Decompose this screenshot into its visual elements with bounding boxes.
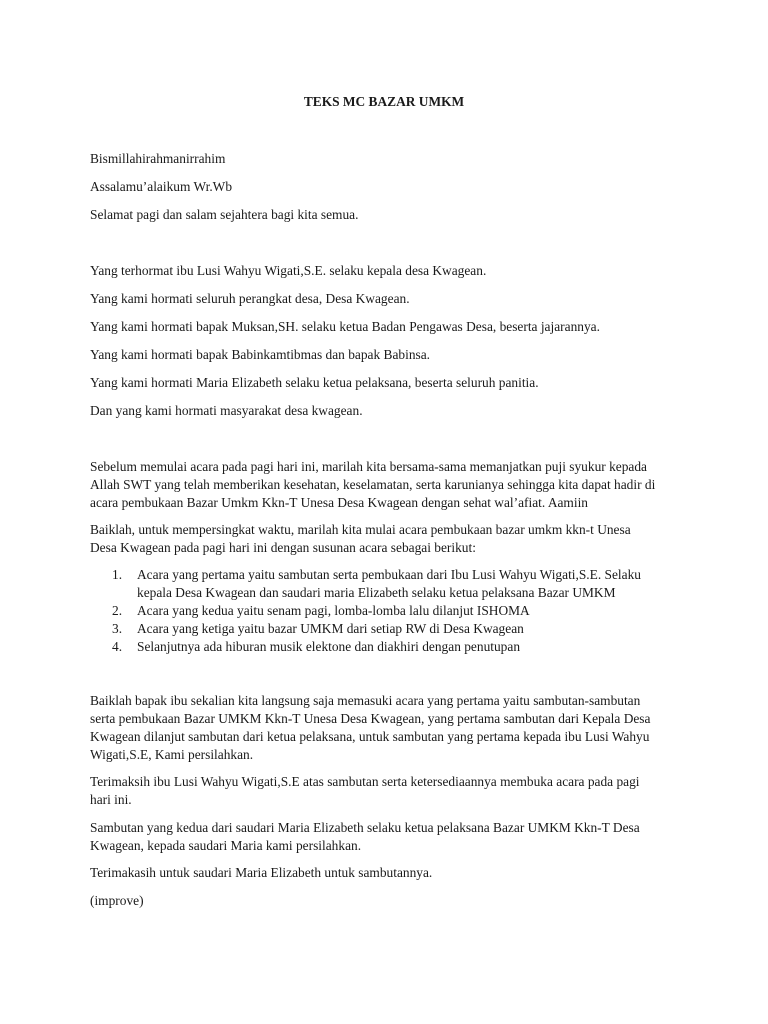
agenda-item-number: 2. — [112, 603, 123, 618]
paragraph-line: Terimaksih ibu Lusi Wahyu Wigati,S.E atas sambutan serta ketersediaannya membuka acara pada pagi — [90, 774, 640, 789]
document-title: TEKS MC BAZAR UMKM — [303, 94, 465, 109]
paragraph-line: hari ini. — [90, 792, 132, 807]
second-speech-paragraph — [90, 819, 690, 855]
agenda-intro-paragraph — [90, 521, 690, 557]
agenda-item-number: 4. — [112, 639, 123, 654]
paragraph-line: Kwagean, kepada saudari Maria kami persilahkan. — [90, 838, 362, 853]
agenda-item — [90, 602, 690, 620]
greeting-line: Dan yang kami hormati masyarakat desa kwagean. — [90, 403, 363, 418]
agenda-item-text: Acara yang pertama yaitu sambutan serta pembukaan dari Ibu Lusi Wahyu Wigati,S.E. Selaku — [137, 567, 641, 582]
agenda-item-text: Acara yang kedua yaitu senam pagi, lomba-lomba lalu dilanjut ISHOMA — [137, 603, 530, 618]
greeting-line: Yang terhormat ibu Lusi Wahyu Wigati,S.E. selaku kepala desa Kwagean. — [90, 263, 487, 278]
opening-line-salam: Assalamu’alaikum Wr.Wb — [90, 179, 233, 194]
paragraph-line: Wigati,S.E, Kami persilahkan. — [90, 747, 254, 762]
paragraph-line: acara pembukaan Bazar Umkm Kkn-T Unesa Desa Kwagean dengan sehat wal’afiat. Aamiin — [90, 495, 588, 510]
paragraph-line: Sebelum memulai acara pada pagi hari ini, marilah kita bersama-sama memanjatkan puji syukur kepada — [90, 459, 647, 474]
agenda-item-number: 1. — [112, 567, 123, 582]
paragraph-line: Baiklah, untuk mempersingkat waktu, marilah kita mulai acara pembukaan bazar umkm kkn-t Unesa — [90, 522, 631, 537]
opening-line-basmalah: Bismillahirahmanirrahim — [90, 151, 226, 166]
greeting-line: Yang kami hormati bapak Muksan,SH. selaku ketua Badan Pengawas Desa, beserta jajarannya. — [90, 319, 600, 334]
paragraph-line: Desa Kwagean pada pagi hari ini dengan susunan acara sebagai berikut: — [90, 540, 476, 555]
speech-intro-paragraph — [90, 692, 690, 764]
opening-line-greeting: Selamat pagi dan salam sejahtera bagi kita semua. — [90, 207, 359, 222]
greeting-line: Yang kami hormati seluruh perangkat desa, Desa Kwagean. — [90, 291, 410, 306]
paragraph-line: Baiklah bapak ibu sekalian kita langsung saja memasuki acara yang pertama yaitu sambutan-sambutan — [90, 693, 641, 708]
paragraph-line: Allah SWT yang telah memberikan kesehatan, keselamatan, serta karunianya sehingga kita dapat hadir di — [90, 477, 656, 492]
greeting-line: Yang kami hormati bapak Babinkamtibmas dan bapak Babinsa. — [90, 347, 431, 362]
paragraph-line: Sambutan yang kedua dari saudari Maria Elizabeth selaku ketua pelaksana Bazar UMKM Kkn-T Desa — [90, 820, 640, 835]
thanks-first-paragraph — [90, 773, 690, 809]
agenda-item-text: kepala Desa Kwagean dan saudari maria Elizabeth selaku ketua pelaksana Bazar UMKM — [137, 585, 616, 600]
agenda-item — [90, 566, 690, 602]
paragraph-line: Kwagean dilanjut sambutan dari ketua pelaksana, untuk sambutan yang pertama kepada ibu Lusi Wahyu — [90, 729, 650, 744]
intro-paragraph — [90, 458, 690, 512]
agenda-item-number: 3. — [112, 621, 123, 636]
agenda-item-text: Selanjutnya ada hiburan musik elektone dan diakhiri dengan penutupan — [137, 639, 521, 654]
greeting-line: Yang kami hormati Maria Elizabeth selaku ketua pelaksana, beserta seluruh panitia. — [90, 375, 539, 390]
thanks-second-line: Terimakasih untuk saudari Maria Elizabeth untuk sambutannya. — [90, 865, 433, 880]
agenda-item — [90, 638, 690, 656]
agenda-list — [90, 566, 690, 656]
closing-note: (improve) — [90, 893, 144, 908]
agenda-item-text: Acara yang ketiga yaitu bazar UMKM dari setiap RW di Desa Kwagean — [137, 621, 524, 636]
agenda-item — [90, 620, 690, 638]
paragraph-line: serta pembukaan Bazar UMKM Kkn-T Unesa Desa Kwagean, yang pertama sambutan dari Kepala Desa — [90, 711, 651, 726]
